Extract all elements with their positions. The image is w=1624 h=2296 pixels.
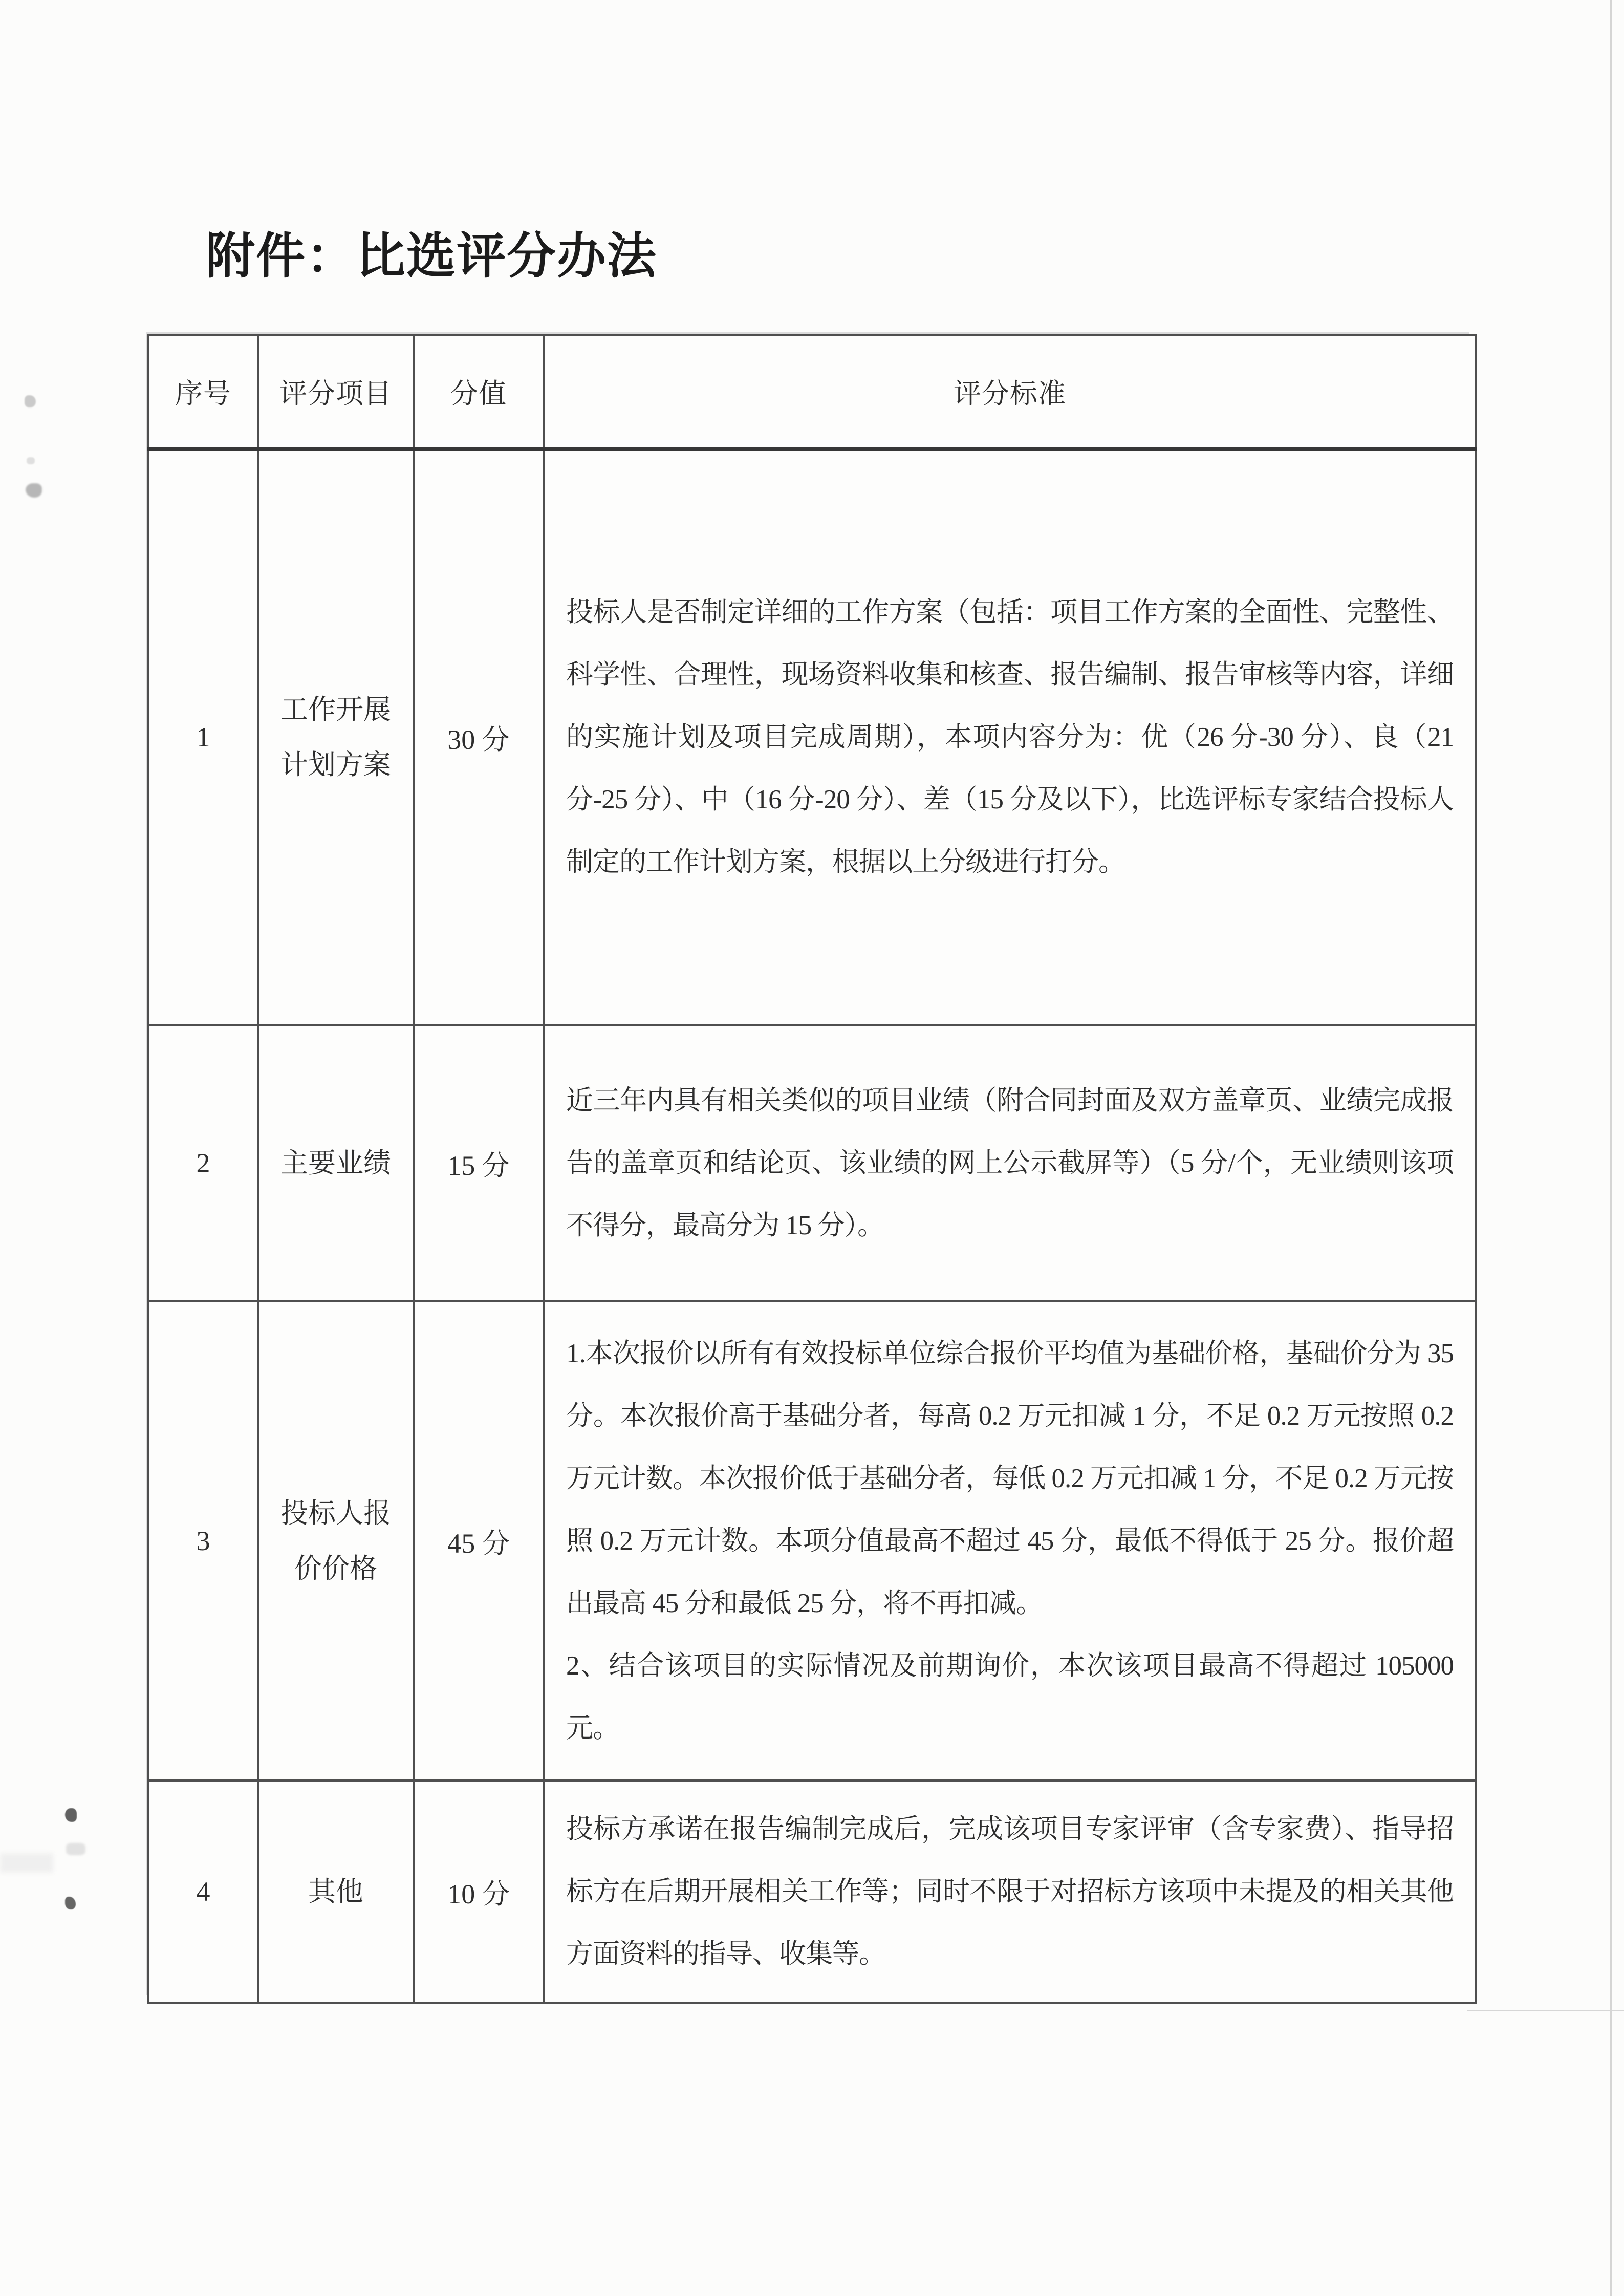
criteria-paragraph: 投标人是否制定详细的工作方案（包括：项目工作方案的全面性、完整性、科学性、合理性，现场资料收集和核查、报告编制、报告审核等内容，详细的实施计划及项目完成周期），本项内容分为：优（26 分-30 分）、良（21 分-25 分）、中（16 分-20 分）、差（15 分及以下），比选评标专家结合投标人制定的工作计划方案，根据以上分级进行打分。 — [566, 597, 1454, 877]
page-title: 附件：比选评分办法 — [206, 229, 657, 284]
scan-shadow-line — [1467, 2010, 1624, 2011]
scan-artifact — [26, 483, 42, 498]
row-item-line: 价价格 — [294, 1553, 377, 1584]
page-edge-scan-line — [1610, 0, 1612, 2296]
row-criteria — [544, 1301, 1476, 1780]
row-item-line: 投标人报 — [280, 1498, 391, 1529]
row-no: 2 — [148, 1025, 258, 1301]
row-item-line: 其他 — [308, 1876, 363, 1907]
table-row — [148, 449, 1476, 1025]
criteria-paragraph: 投标方承诺在报告编制完成后，完成该项目专家评审（含专家费）、指导招标方在后期开展相关工作等；同时不限于对招标方该项中未提及的相关其他方面资料的指导、收集等。 — [566, 1814, 1454, 1969]
row-score: 15 分 — [414, 1025, 544, 1301]
row-criteria — [544, 1025, 1476, 1301]
criteria-paragraph: 近三年内具有相关类似的项目业绩（附合同封面及双方盖章页、业绩完成报告的盖章页和结论页、该业绩的网上公示截屏等）（5 分/个，无业绩则该项不得分，最高分为 15 分）。 — [566, 1086, 1454, 1240]
row-score: 30 分 — [414, 449, 544, 1025]
scan-artifact — [0, 1853, 53, 1873]
row-no: 4 — [148, 1780, 258, 2003]
row-item — [258, 1301, 414, 1780]
row-item-line: 计划方案 — [280, 749, 391, 781]
scan-artifact — [66, 1843, 85, 1855]
criteria-paragraph: 1.本次报价以所有有效投标单位综合报价平均值为基础价格，基础价分为 35 分。本次报价高于基础分者，每高 0.2 万元扣减 1 分，不足 0.2 万元按照 0.2 万元计数。本次报价低于基础分者，每低 0.2 万元扣减 1 分，不足 0.2 万元按照 0.2 万元计数。本项分值最高不超过 45 分，最低不得低于 25 分。报价超出最高 45 分和最低 25 分，将不再扣减。 — [566, 1339, 1454, 1618]
scan-artifact — [65, 1897, 76, 1909]
table-row — [148, 1025, 1476, 1301]
row-no: 3 — [148, 1301, 258, 1780]
scan-artifact — [25, 395, 36, 407]
header-cell-score: 分值 — [414, 335, 544, 449]
row-criteria — [544, 1780, 1476, 2003]
row-no: 1 — [148, 449, 258, 1025]
table-row — [148, 1780, 1476, 2003]
row-item-line: 工作开展 — [280, 694, 391, 725]
header-cell-no: 序号 — [148, 335, 258, 449]
header-cell-item: 评分项目 — [258, 335, 414, 449]
criteria-paragraph: 2、结合该项目的实际情况及前期询价，本次该项目最高不得超过 105000 元。 — [566, 1651, 1454, 1743]
header-cell-criteria: 评分标准 — [544, 335, 1476, 449]
row-score: 45 分 — [414, 1301, 544, 1780]
table-header-row — [148, 335, 1476, 449]
scan-artifact — [27, 457, 35, 464]
row-item-line: 主要业绩 — [280, 1148, 391, 1178]
row-score: 10 分 — [414, 1780, 544, 2003]
scoring-table — [147, 334, 1477, 2004]
row-item — [258, 1780, 414, 2003]
table-row — [148, 1301, 1476, 1780]
scan-artifact — [65, 1808, 77, 1822]
row-item — [258, 1025, 414, 1301]
row-item — [258, 449, 414, 1025]
row-criteria — [544, 449, 1476, 1025]
